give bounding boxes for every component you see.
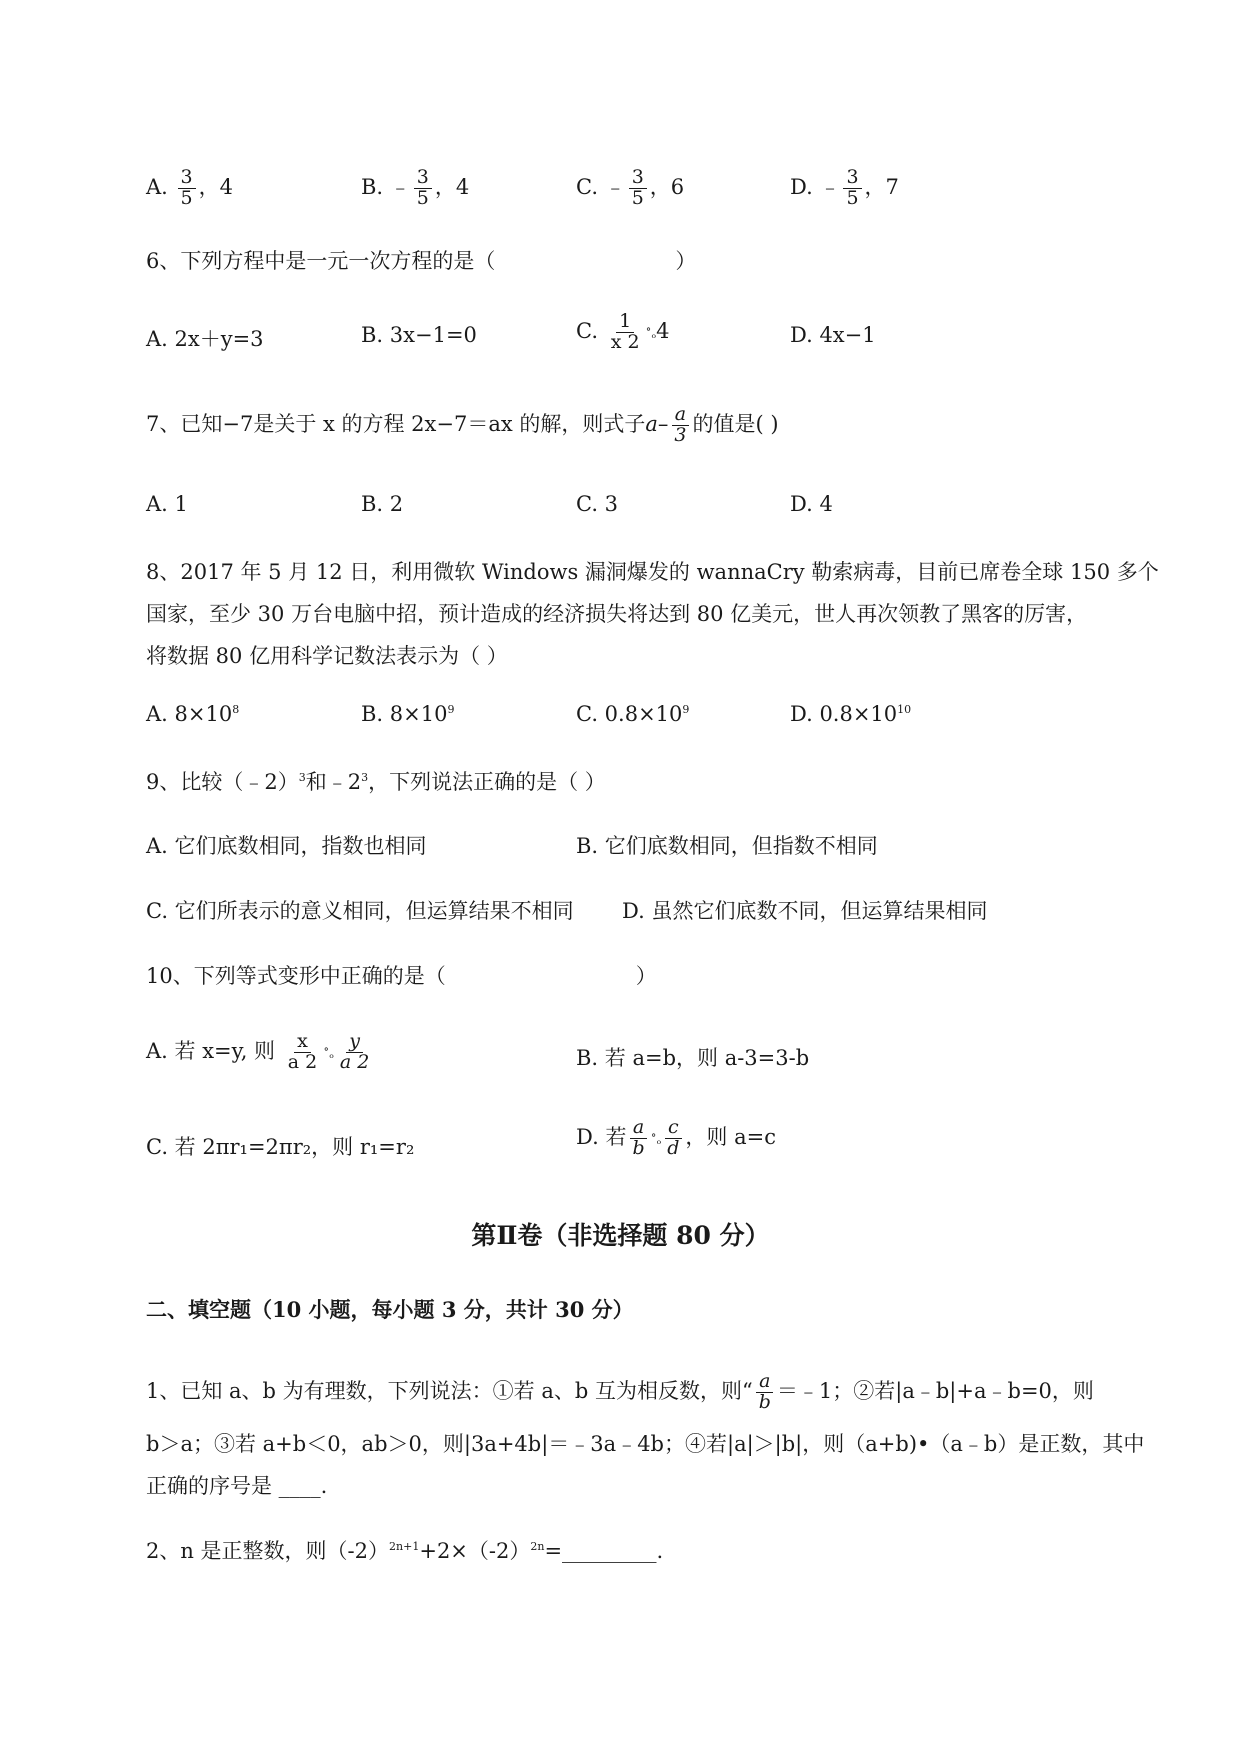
q6-stem: 6、下列方程中是一元一次方程的是（ ） xyxy=(146,249,697,273)
fill1-line-3: 正确的序号是 ____. xyxy=(146,1474,328,1498)
fraction: $\frac{1}{x 2}$ xyxy=(610,310,640,353)
q7-option-c: C. 3 xyxy=(576,492,619,516)
fraction: $\frac{y}{a 2}$ xyxy=(339,1030,370,1073)
q10-stem: 10、下列等式变形中正确的是（ ） xyxy=(146,964,657,988)
fraction: $\frac{3}{5}$ xyxy=(843,168,861,209)
q9-option-b: B. 它们底数相同，但指数不相同 xyxy=(576,834,878,858)
q8-option-b: B. $8\times 10^9$ xyxy=(361,702,455,726)
q7-option-d: D. 4 xyxy=(790,492,833,516)
q10-option-c: C. 若 2πr₁=2πr₂，则 r₁=r₂ xyxy=(146,1135,415,1159)
q10-option-a: A. 若 x=y, 则 $\frac{x}{a 2}$ ˚ₒ $\frac{y}{a 2}$ xyxy=(146,1032,375,1073)
q6-option-d: D. 4x−1 xyxy=(790,323,876,347)
fraction: $\frac{c}{d}$ xyxy=(664,1118,682,1159)
q9-option-c: C. 它们所表示的意义相同，但运算结果不相同 xyxy=(146,899,574,923)
q10-option-b: B. 若 a=b，则 a-3=3-b xyxy=(576,1046,810,1070)
fraction: $\frac{a}{b}$ xyxy=(756,1372,774,1413)
fill1-line-1: 1、已知 a、b 为有理数，下列说法：①若 a、b 互为相反数，则“ $\frac{a}{b}$ ＝﹣1；②若|a﹣b|+a﹣b=0，则 xyxy=(146,1370,1094,1413)
fraction: $\frac{3}{5}$ xyxy=(178,168,196,209)
section-subtitle: 二、填空题（10 小题，每小题 3 分，共计 30 分） xyxy=(146,1297,634,1322)
q6-option-b: B. 3x−1=0 xyxy=(361,323,477,347)
q8-line-2: 国家，至少 30 万台电脑中招，预计造成的经济损失将达到 80 亿美元，世人再次领教了黑客的厉害， xyxy=(146,602,1088,626)
q9-stem: 9、比较（﹣2）$^3$和$﹣2^3$，下列说法正确的是（ ） xyxy=(146,770,606,794)
fraction: $\frac{a}{b}$ xyxy=(629,1118,647,1159)
q8-line-1: 8、2017 年 5 月 12 日，利用微软 Windows 漏洞爆发的 wannaCry 勒索病毒，目前已席卷全球 150 多个 xyxy=(146,560,1159,584)
q5-option-c: C. ﹣ $\frac{3}{5}$ ，6 xyxy=(576,166,685,209)
q6-option-a: A. 2x＋y=3 xyxy=(146,327,264,351)
fraction: $\frac{3}{5}$ xyxy=(414,168,432,209)
q5-option-d: D. ﹣ $\frac{3}{5}$ ，7 xyxy=(790,166,899,209)
q8-line-3: 将数据 80 亿用科学记数法表示为（ ） xyxy=(146,644,508,668)
fraction: $\frac{x}{a 2}$ xyxy=(287,1030,318,1073)
q9-option-d: D. 虽然它们底数不同，但运算结果相同 xyxy=(622,899,988,923)
fraction: $\frac{a}{3}$ xyxy=(671,405,689,446)
q5-option-b: B. ﹣ $\frac{3}{5}$ ，4 xyxy=(361,166,470,209)
q7-option-a: A. 1 xyxy=(146,492,188,516)
fraction: $\frac{3}{5}$ xyxy=(629,168,647,209)
q9-option-a: A. 它们底数相同，指数也相同 xyxy=(146,834,427,858)
q8-option-d: D. $0.8\times 10^{10}$ xyxy=(790,702,912,726)
q8-option-a: A. $8\times 10^8$ xyxy=(146,702,240,726)
q10-option-d: D. 若 $\frac{a}{b}$ ˚ₒ $\frac{c}{d}$ ，则 a=c xyxy=(576,1116,776,1159)
q7-stem: 7、已知−7是关于 x 的方程 2x−7＝ax 的解，则式子a– $\frac{a}{3}$ 的值是( ) xyxy=(146,403,779,446)
fill1-line-2: b＞a；③若 a+b＜0，ab＞0，则|3a+4b|＝﹣3a﹣4b；④若|a|＞|b|，则（a+b)•（a﹣b）是正数，其中 xyxy=(146,1432,1145,1456)
q6-option-c: C. $\frac{1}{x 2}$ ˚ₒ4 xyxy=(576,310,670,353)
q7-option-b: B. 2 xyxy=(361,492,404,516)
fill2-line: 2、n 是正整数，则$(-2)^{2n+1}+2\times(-2)^{2n}=\_\_\_\_\_\_\_\_\_$. xyxy=(146,1539,664,1563)
q8-option-c: C. $0.8\times 10^9$ xyxy=(576,702,690,726)
q5-option-a: A. $\frac{3}{5}$ ，4 xyxy=(146,166,233,209)
section-title: 第Ⅱ卷（非选择题 80 分） xyxy=(471,1221,770,1250)
